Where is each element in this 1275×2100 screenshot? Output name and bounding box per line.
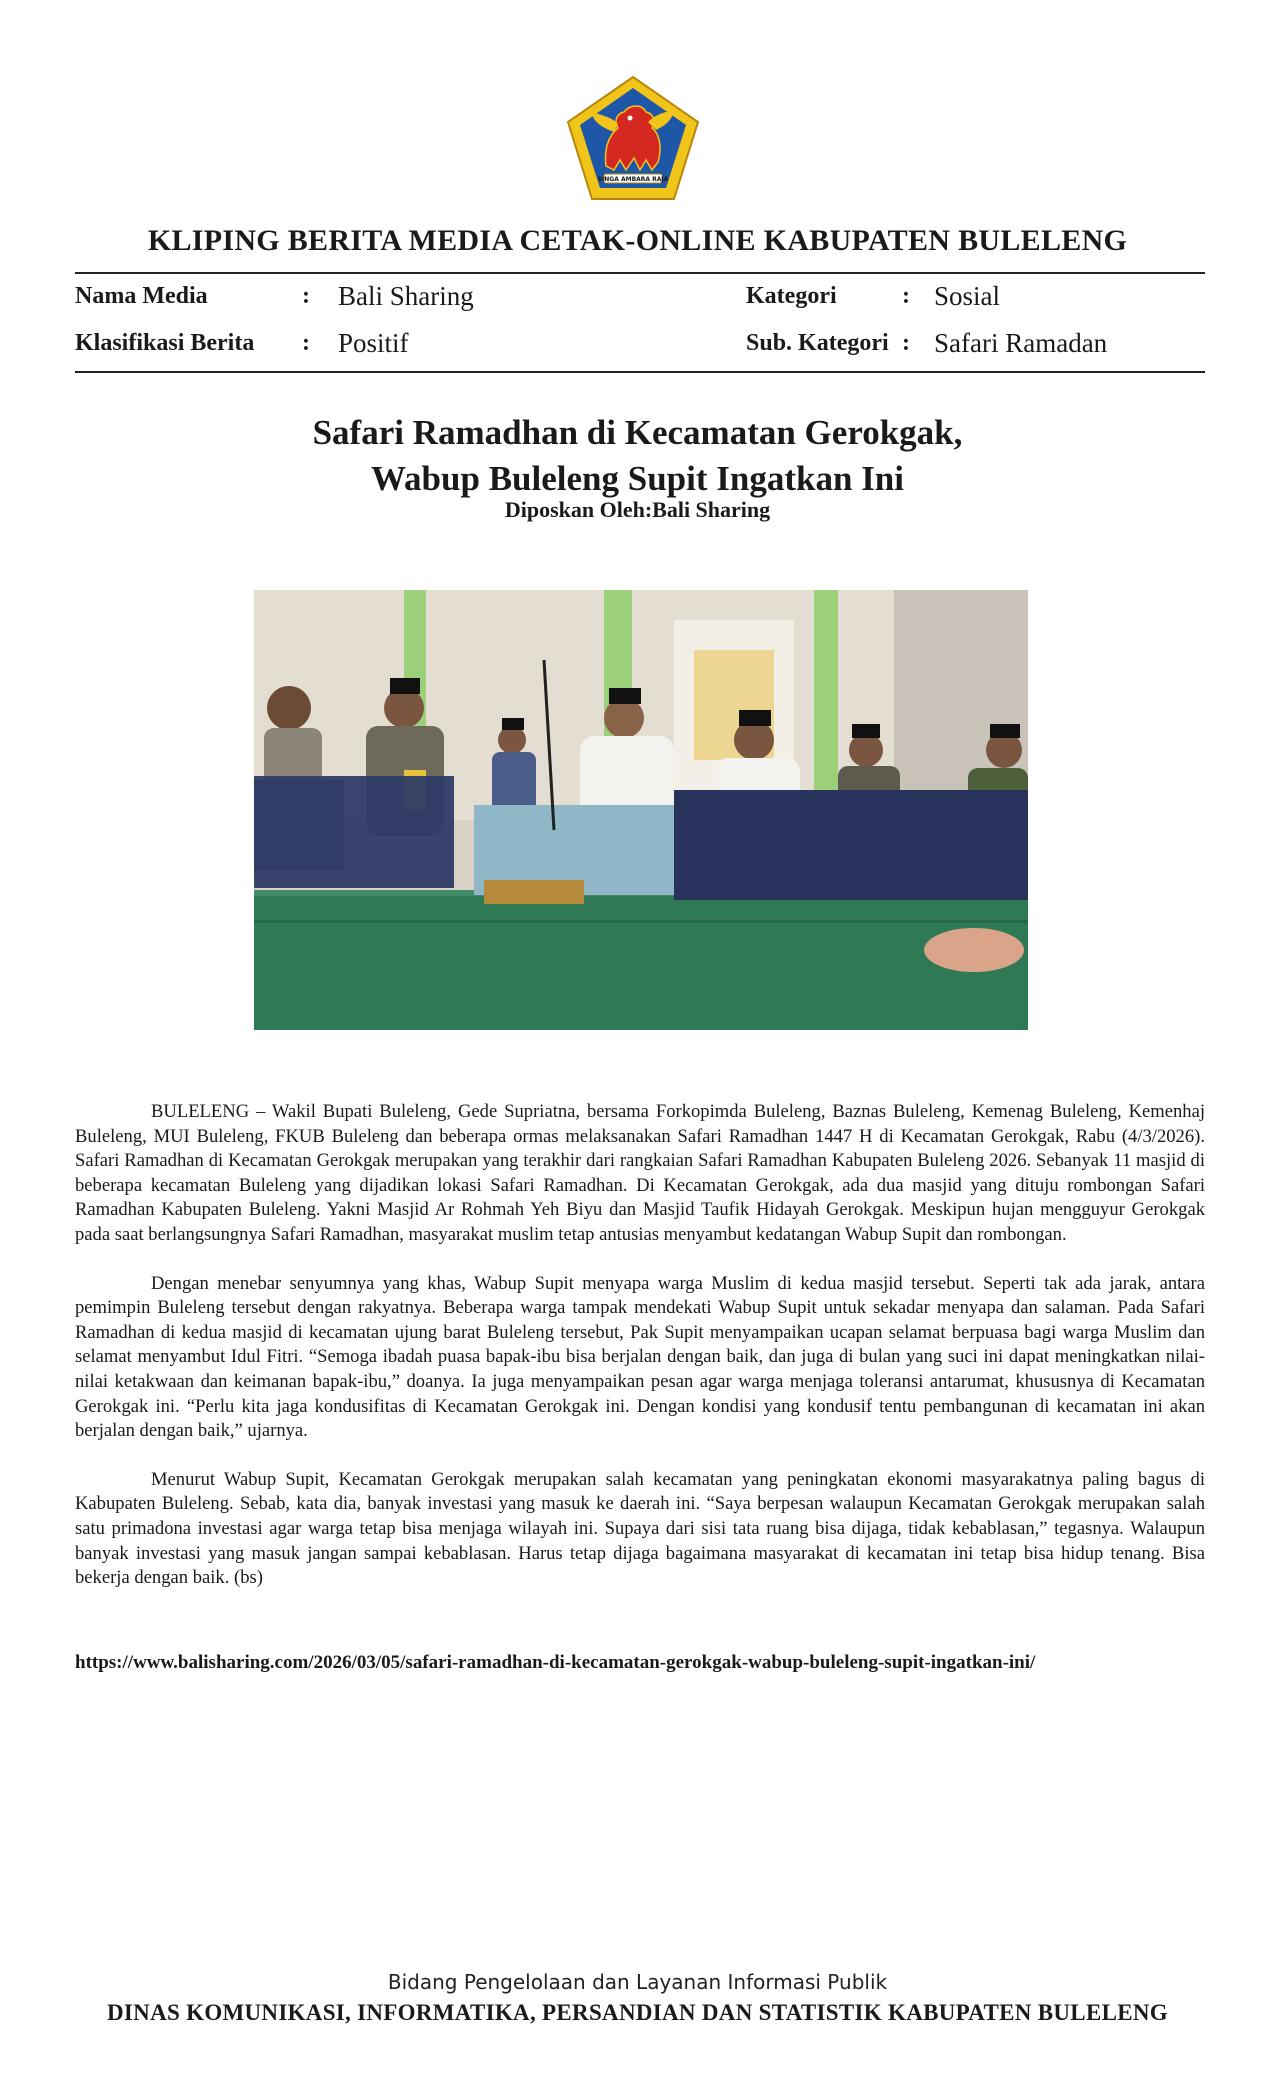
article-body bbox=[75, 1100, 1205, 1615]
article-photo bbox=[254, 590, 1028, 1030]
article-paragraph: Dengan menebar senyumnya yang khas, Wabup Supit menyapa warga Muslim di kedua masjid tersebut. Seperti tak ada jarak, antara pemimpin Buleleng tersebut dengan rakyatnya. Beberapa warga tampak mendekati Wabup Supit untuk sekadar menyapa dan salaman. Pada Safari Ramadhan di kedua masjid di kecamatan ujung barat Buleleng tersebut, Pak Supit menyampaikan ucapan selamat berpuasa bagi warga Muslim dan selamat menyambut Idul Fitri. “Semoga ibadah puasa bapak-ibu bisa berjalan dengan baik, dan juga di bulan yang suci ini dapat meningkatkan nilai-nilai ketakwaan dan keimanan bapak-ibu,” doanya. Ia juga menyampaikan pesan agar warga menjaga toleransi antarumat, khususnya di Kecamatan Gerokgak ini. “Perlu kita jaga kondusifitas di Kecamatan Gerokgak ini. Dengan kondisi yang kondusif tentu pembangunan di kecamatan ini akan berjalan dengan baik,” ujarnya. bbox=[75, 1272, 1205, 1442]
footer-agency: DINAS KOMUNIKASI, INFORMATIKA, PERSANDIAN DAN STATISTIK KABUPATEN BULELENG bbox=[107, 2000, 1168, 2025]
article-byline: Diposkan Oleh:Bali Sharing bbox=[504, 497, 771, 522]
category-label: Kategori bbox=[746, 283, 837, 309]
divider-bottom bbox=[75, 371, 1205, 373]
subcategory-colon: : bbox=[902, 330, 910, 356]
article-title-line-1: Safari Ramadhan di Kecamatan Gerokgak, bbox=[312, 413, 963, 452]
article-title bbox=[0, 410, 1275, 502]
divider-top bbox=[75, 272, 1205, 274]
category-colon: : bbox=[902, 283, 910, 309]
buleleng-regency-emblem bbox=[564, 74, 702, 202]
news-classification-colon: : bbox=[302, 330, 310, 356]
article-paragraph: Menurut Wabup Supit, Kecamatan Gerokgak merupakan salah kecamatan yang peningkatan ekonomi masyarakatnya paling bagus di Kabupaten Buleleng. Sebab, kata dia, banyak investasi yang masuk ke daerah ini. “Saya berpesan walaupun Kecamatan Gerokgak merupakan salah satu primadona investasi agar warga tetap bisa menjaga wilayah ini. Supaya dari sisi tata ruang bisa dijaga, tidak kebablasan,” tegasnya. Walaupun banyak investasi yang masuk jangan sampai kebablasan. Harus tetap dijaga bagaimana masyarakat di kecamatan ini tetap bisa hidup tenang. Bisa bekerja dengan baik. (bs) bbox=[75, 1468, 1205, 1589]
clipping-header-title: KLIPING BERITA MEDIA CETAK-ONLINE KABUPATEN BULELENG bbox=[147, 224, 1128, 257]
category-value: Sosial bbox=[934, 281, 1001, 311]
media-name-value: Bali Sharing bbox=[338, 281, 474, 311]
subcategory-value: Safari Ramadan bbox=[934, 328, 1108, 358]
footer-division: Bidang Pengelolaan dan Layanan Informasi Publik bbox=[387, 1970, 888, 1994]
media-name-label: Nama Media bbox=[75, 283, 208, 309]
news-classification-value: Positif bbox=[338, 328, 409, 358]
media-name-colon: : bbox=[302, 283, 310, 309]
news-classification-label: Klasifikasi Berita bbox=[75, 330, 255, 356]
source-url-link[interactable]: https://www.balisharing.com/2026/03/05/safari-ramadhan-di-kecamatan-gerokgak-wabup-buleleng-supit-ingatkan-ini/ bbox=[75, 1652, 1036, 1673]
subcategory-label: Sub. Kategori bbox=[746, 330, 889, 356]
svg-text:SINGA AMBARA RAJA: SINGA AMBARA RAJA bbox=[597, 176, 669, 183]
article-paragraph: BULELENG – Wakil Bupati Buleleng, Gede Supriatna, bersama Forkopimda Buleleng, Baznas Buleleng, Kemenag Buleleng, Kemenhaj Buleleng, MUI Buleleng, FKUB Buleleng dan beberapa ormas melaksanakan Safari Ramadhan 1447 H di Kecamatan Gerokgak, Rabu (4/3/2026). Safari Ramadhan di Kecamatan Gerokgak merupakan yang terakhir dari rangkaian Safari Ramadhan Kabupaten Buleleng 2026. Sebanyak 11 masjid di beberapa kecamatan Buleleng yang dijadikan lokasi Safari Ramadhan. Di Kecamatan Gerokgak, ada dua masjid yang dituju rombongan Safari Ramadhan Kabupaten Buleleng. Yakni Masjid Ar Rohmah Yeh Biyu dan Masjid Taufik Hidayah Gerokgak. Meskipun hujan mengguyur Gerokgak pada saat berlangsungnya Safari Ramadhan, masyarakat muslim tetap antusias menyambut kedatangan Wabup Supit dan rombongan. bbox=[75, 1101, 1205, 1245]
article-title-line-2: Wabup Buleleng Supit Ingatkan Ini bbox=[370, 459, 904, 498]
